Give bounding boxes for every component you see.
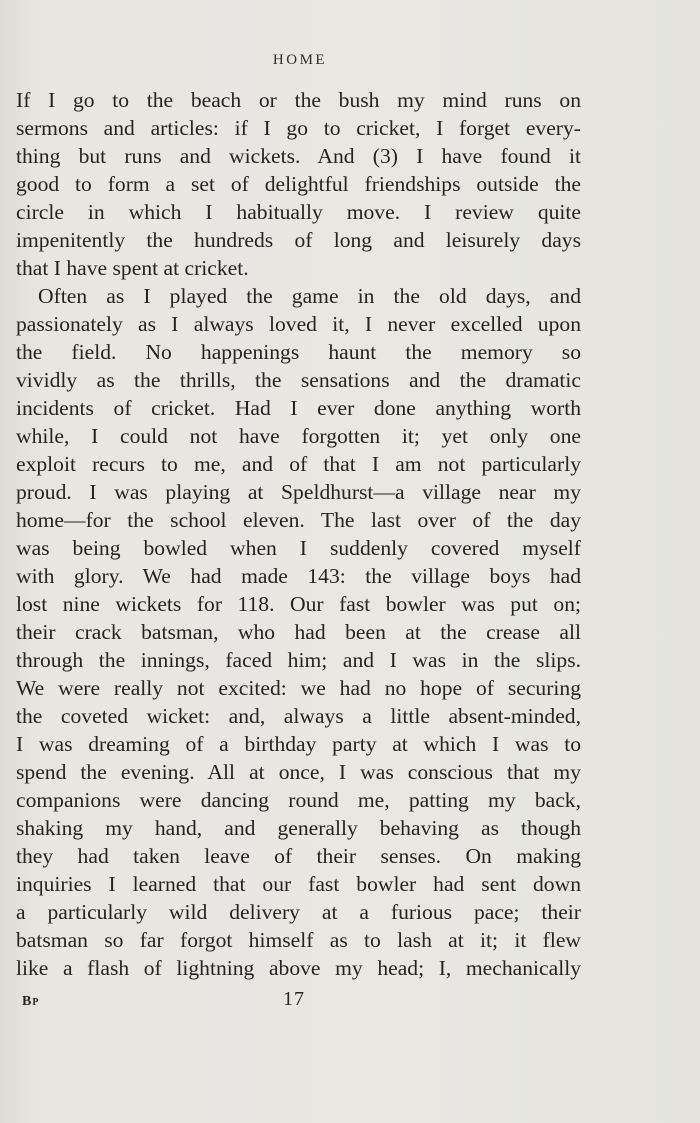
text-line: lost nine wickets for 118. Our fast bowler was put on; <box>16 592 581 616</box>
paragraph-1 <box>16 86 581 282</box>
text-line: while, I could not have forgotten it; yet only one <box>16 424 581 448</box>
text-line: proud. I was playing at Speldhurst—a village near my <box>16 480 581 504</box>
text-line: We were really not excited: we had no hope of securing <box>16 676 581 700</box>
text-line: impenitently the hundreds of long and leisurely days <box>16 228 581 252</box>
signature-mark: Bp <box>22 994 40 1009</box>
text-line: Often as I played the game in the old days, and <box>38 284 581 308</box>
text-line: batsman so far forgot himself as to lash at it; it flew <box>16 928 581 952</box>
text-line: their crack batsman, who had been at the crease all <box>16 620 581 644</box>
text-line: the coveted wicket: and, always a little absent-minded, <box>16 704 581 728</box>
text-line: companions were dancing round me, patting my back, <box>16 788 581 812</box>
text-line: the field. No happenings haunt the memory so <box>16 340 581 364</box>
running-head: HOME <box>272 52 328 68</box>
text-line: exploit recurs to me, and of that I am not particularly <box>16 452 581 476</box>
text-line: home—for the school eleven. The last over of the day <box>16 508 581 532</box>
text-line: a particularly wild delivery at a furious pace; their <box>16 900 581 924</box>
text-line: that I have spent at cricket. <box>16 256 249 280</box>
text-line: shaking my hand, and generally behaving as though <box>16 816 581 840</box>
text-line: through the innings, faced him; and I was in the slips. <box>16 648 581 672</box>
text-line: good to form a set of delightful friendships outside the <box>16 172 581 196</box>
text-line: was being bowled when I suddenly covered myself <box>16 536 581 560</box>
text-line: spend the evening. All at once, I was conscious that my <box>16 760 581 784</box>
paragraph-2 <box>16 282 581 982</box>
text-line: circle in which I habitually move. I review quite <box>16 200 581 224</box>
text-line: incidents of cricket. Had I ever done anything worth <box>16 396 581 420</box>
text-line: thing but runs and wickets. And (3) I have found it <box>16 144 581 168</box>
body-text <box>16 86 581 982</box>
text-line: passionately as I always loved it, I never excelled upon <box>16 312 581 336</box>
text-line: with glory. We had made 143: the village boys had <box>16 564 581 588</box>
text-line: vividly as the thrills, the sensations and the dramatic <box>16 368 581 392</box>
text-line: If I go to the beach or the bush my mind runs on <box>16 88 581 112</box>
text-line: like a flash of lightning above my head; I, mechanically <box>16 956 581 980</box>
text-line: I was dreaming of a birthday party at which I was to <box>16 732 581 756</box>
page-number: 17 <box>283 988 305 1010</box>
text-line: sermons and articles: if I go to cricket, I forget every- <box>16 116 581 140</box>
text-line: they had taken leave of their senses. On making <box>16 844 581 868</box>
text-line: inquiries I learned that our fast bowler had sent down <box>16 872 581 896</box>
